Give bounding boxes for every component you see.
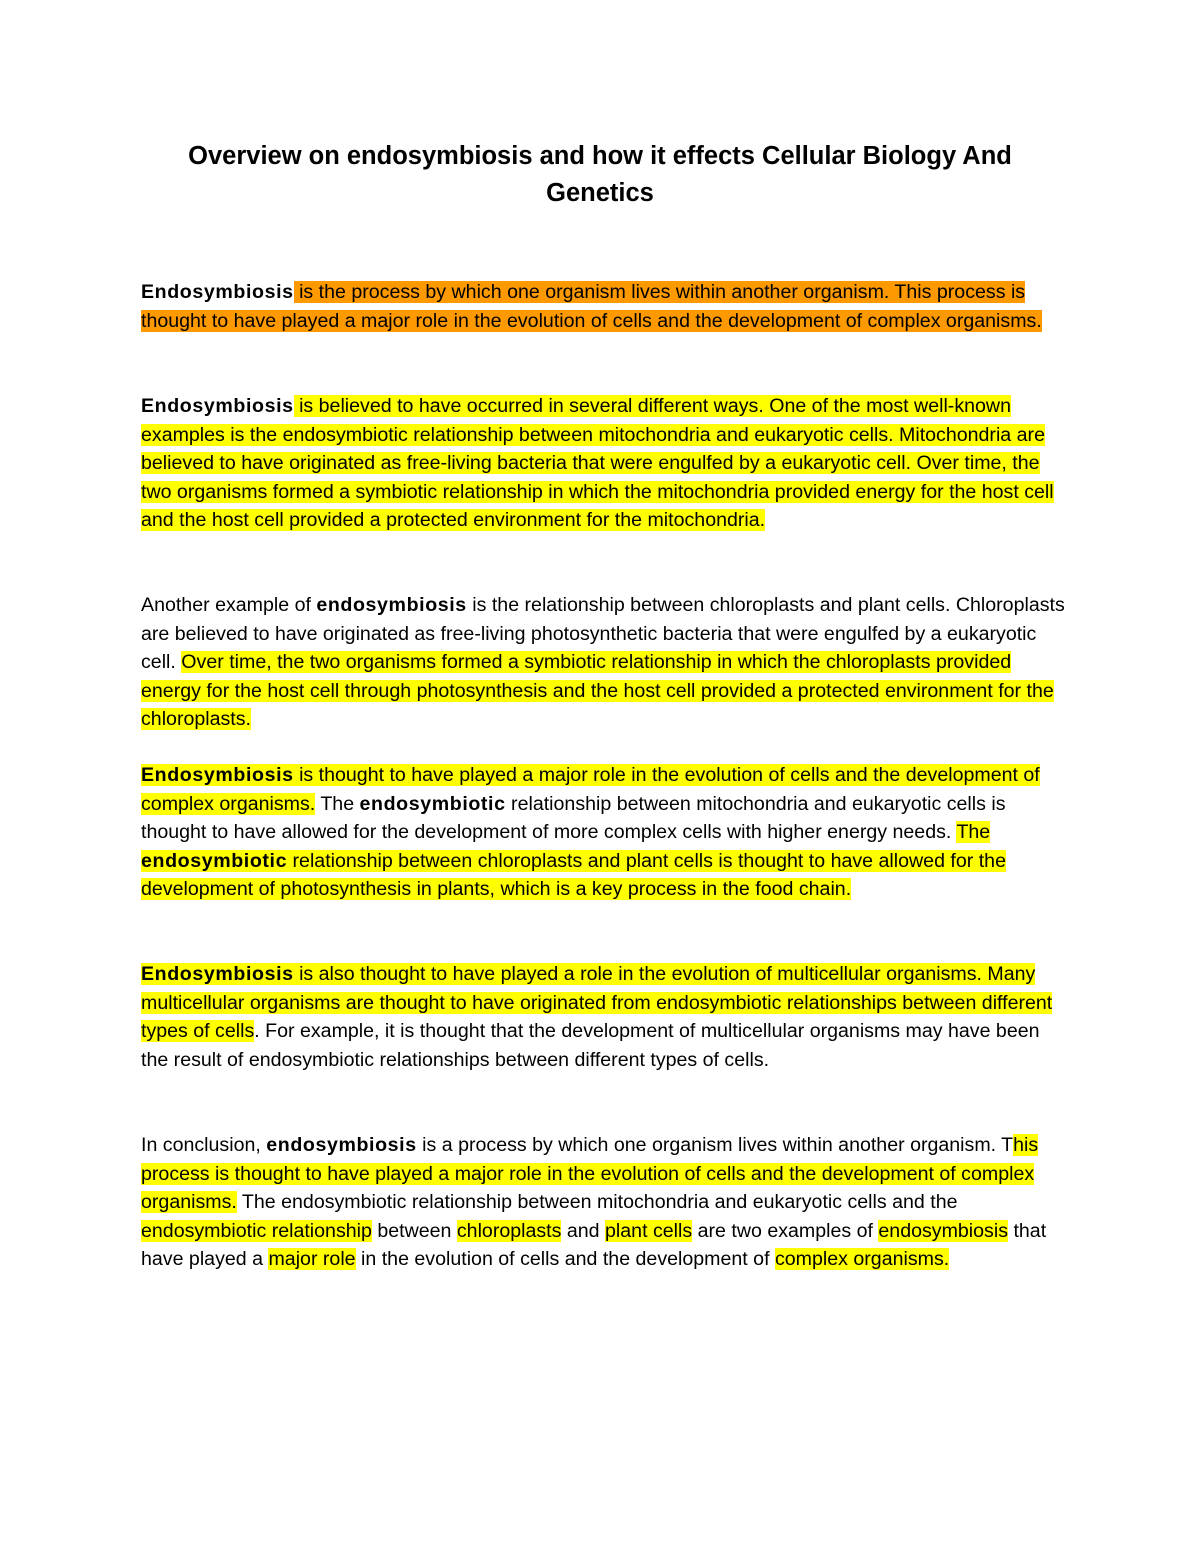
- bold-term: [141, 281, 294, 303]
- text-run: Another example of: [141, 594, 317, 616]
- paragraph-1: [141, 278, 1071, 335]
- text-run: that have played a: [141, 1219, 1047, 1270]
- highlighted-text: is the process by which one organism lives within another organism. This process is thought to have played a major role in the evolution of cells and the development of complex organisms.: [141, 281, 1042, 332]
- highlighted-text: is believed to have occurred in several different ways. One of the most well-known examples is the endosymbiotic relationship between mitochondria and eukaryotic cells. Mitochondria are believed to have originated as free-living bacteria that were engulfed by a eukaryotic cell. Over time, the two organisms formed a symbiotic relationship in which the mitochondria provided energy for the host cell and the host cell provided a protected environment for the mitochondria.: [141, 395, 1054, 531]
- text-run: and: [561, 1219, 606, 1242]
- bold-term-text: endosymbiotic: [359, 792, 506, 815]
- bold-term: [360, 793, 506, 815]
- highlighted-text: is also thought to have played a role in the evolution of multicellular organisms. Many multicellular organisms are thought to have originated from endosymbiotic relationships between different types of cells: [141, 963, 1053, 1042]
- paragraph-4: [141, 761, 1071, 904]
- text-run: The: [315, 792, 360, 815]
- highlighted-text: complex organisms.: [774, 1248, 950, 1270]
- bold-term: [141, 850, 287, 872]
- text-run: relationship between mitochondria and eukaryotic cells is thought to have allowed for the development of more complex cells with higher energy needs.: [141, 792, 1006, 843]
- highlighted-text: chloroplasts: [456, 1219, 562, 1242]
- bold-term-text: endosymbiosis: [316, 594, 467, 616]
- bold-term-text: endosymbiotic: [141, 849, 288, 872]
- text-run: in the evolution of cells and the development of: [355, 1248, 775, 1270]
- bold-term: [141, 963, 294, 985]
- text-run: . For example, it is thought that the development of multicellular organisms may have been the result of endosymbiotic relationships between different types of cells.: [141, 1020, 1040, 1071]
- paragraph-2: [141, 392, 1071, 535]
- highlighted-text: Over time, the two organisms formed a symbiotic relationship in which the chloroplasts provided energy for the host cell through photosynthesis and the host cell provided a protected environment for the chloroplasts.: [141, 651, 1054, 730]
- highlighted-text: is thought to have played a major role in the evolution of cells and the development of complex organisms.: [141, 764, 1040, 815]
- bold-term: [141, 395, 294, 417]
- paragraph-6: [141, 1131, 1071, 1274]
- bold-term: [266, 1134, 416, 1156]
- text-run: The endosymbiotic relationship between mitochondria and eukaryotic cells and the: [236, 1191, 958, 1213]
- bold-term-text: Endosymbiosis: [141, 963, 294, 985]
- bold-term-text: Endosymbiosis: [141, 395, 294, 417]
- text-run: is a process by which one organism lives within another organism. T: [416, 1134, 1014, 1156]
- bold-term-text: Endosymbiosis: [141, 764, 294, 786]
- text-run: In conclusion,: [141, 1134, 267, 1156]
- highlighted-text: major role: [268, 1248, 356, 1270]
- bold-term-text: endosymbiosis: [266, 1134, 417, 1156]
- paragraph-5: [141, 960, 1071, 1074]
- highlighted-text: endosymbiotic relationship: [141, 1219, 372, 1242]
- paragraph-3: [141, 591, 1071, 734]
- highlighted-text: relationship between chloroplasts and plant cells is thought to have allowed for the development of photosynthesis in plants, which is a key process in the food chain.: [141, 849, 1006, 900]
- bold-term: [316, 594, 466, 616]
- bold-term-text: Endosymbiosis: [141, 281, 294, 303]
- highlighted-text: The: [956, 821, 991, 843]
- highlighted-text: his process is thought to have played a major role in the evolution of cells and the development of complex organisms.: [141, 1134, 1039, 1213]
- bold-term: [141, 764, 294, 786]
- text-run: is the relationship between chloroplasts and plant cells. Chloroplasts are believed to have originated as free-living photosynthetic bacteria that were engulfed by a eukaryotic cell.: [141, 594, 1065, 673]
- text-run: are two examples of: [692, 1219, 879, 1242]
- text-run: between: [371, 1219, 457, 1242]
- highlighted-text: endosymbiosis: [878, 1219, 1009, 1242]
- highlighted-text: plant cells: [605, 1219, 693, 1242]
- document-title: Overview on endosymbiosis and how it effects Cellular Biology And Genetics: [188, 142, 1012, 207]
